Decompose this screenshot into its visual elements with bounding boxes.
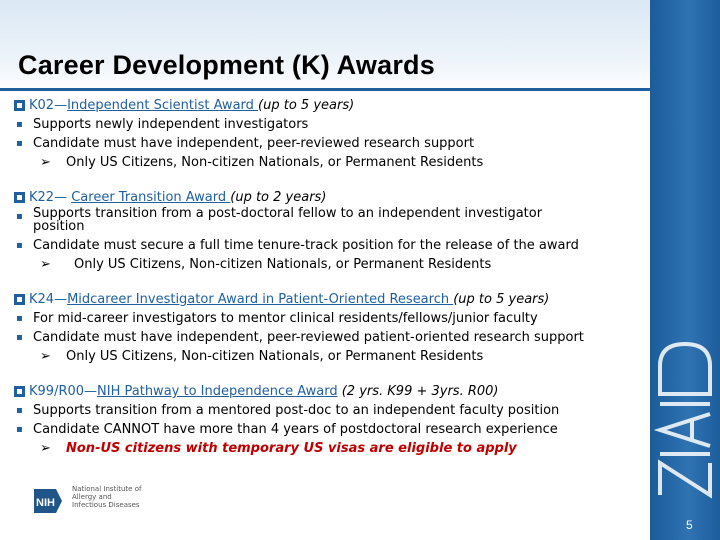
award-code: K99/R00	[29, 384, 85, 399]
eligibility-text: Only US Citizens, Non-citizen Nationals, or Permanent Residents	[74, 257, 492, 272]
bullet-item	[14, 420, 644, 439]
arrow-bullet-icon: ➢	[40, 441, 51, 456]
bullet-item	[14, 328, 644, 347]
bullet-icon: ▪	[16, 313, 23, 324]
award-item	[14, 188, 644, 274]
award-code: K02	[29, 98, 55, 113]
bullet-text: Candidate CANNOT have more than 4 years of postdoctoral research experience	[33, 422, 558, 437]
bullet-text: Supports transition from a post-doctoral fellow to an independent investigator position	[33, 206, 543, 234]
award-heading	[14, 188, 644, 207]
checkbox-bullet-icon	[14, 100, 25, 111]
bullet-item	[14, 236, 644, 255]
award-link[interactable]: Midcareer Investigator Award in Patient-Oriented Research	[67, 292, 454, 307]
checkbox-bullet-icon	[14, 294, 25, 305]
title-divider	[0, 88, 650, 91]
award-code: K24	[29, 292, 55, 307]
checkbox-bullet-icon	[14, 386, 25, 397]
award-separator: —	[54, 98, 68, 113]
award-term: (2 yrs. K99 + 3yrs. R00)	[341, 384, 499, 399]
nih-name-line: National Institute of	[72, 485, 142, 493]
arrow-bullet-icon: ➢	[40, 349, 51, 364]
bullet-text: For mid-career investigators to mentor clinical residents/fellows/junior faculty	[33, 311, 538, 326]
award-separator: —	[84, 384, 98, 399]
award-heading	[14, 96, 644, 115]
page-number: 5	[686, 518, 693, 532]
checkbox-bullet-icon	[14, 192, 25, 203]
award-term: (up to 2 years)	[230, 190, 327, 205]
bullet-icon: ▪	[16, 119, 23, 130]
bullet-icon: ▪	[16, 405, 23, 416]
nih-name-line: Infectious Diseases	[72, 501, 140, 509]
bullet-icon: ▪	[16, 240, 23, 251]
award-heading	[14, 382, 644, 401]
bullet-text: Candidate must secure a full time tenure-track position for the release of the award	[33, 238, 579, 253]
nih-logo-icon	[32, 485, 64, 517]
award-code: K22	[29, 190, 55, 205]
award-item	[14, 96, 644, 172]
bullet-item	[14, 207, 644, 236]
bullet-icon: ▪	[16, 332, 23, 343]
eligibility-text: Only US Citizens, Non-citizen Nationals, or Permanent Residents	[66, 155, 484, 170]
arrow-bullet-icon: ➢	[40, 257, 51, 272]
nih-name-line: Allergy and	[72, 493, 112, 501]
bullet-text: Candidate must have independent, peer-reviewed research support	[33, 136, 475, 151]
bullet-icon: ▪	[16, 424, 23, 435]
eligibility-item	[14, 153, 644, 172]
eligibility-item	[14, 439, 644, 458]
niaid-wordmark	[654, 330, 716, 500]
award-term: (up to 5 years)	[258, 98, 355, 113]
award-separator: —	[54, 292, 68, 307]
bullet-item	[14, 134, 644, 153]
arrow-bullet-icon: ➢	[40, 155, 51, 170]
bullet-icon: ▪	[16, 211, 23, 222]
bullet-item	[14, 115, 644, 134]
award-term: (up to 5 years)	[453, 292, 550, 307]
award-separator: —	[54, 190, 72, 205]
award-link[interactable]: NIH Pathway to Independence Award	[97, 384, 338, 399]
award-link[interactable]: Career Transition Award	[71, 190, 231, 205]
bullet-text: Candidate must have independent, peer-reviewed patient-oriented research support	[33, 330, 584, 345]
award-list	[14, 96, 644, 458]
bullet-item	[14, 401, 644, 420]
eligibility-text: Only US Citizens, Non-citizen Nationals, or Permanent Residents	[66, 349, 484, 364]
award-heading	[14, 290, 644, 309]
award-item	[14, 382, 644, 458]
eligibility-item	[14, 347, 644, 366]
bullet-item	[14, 309, 644, 328]
bullet-text: Supports transition from a mentored post-doc to an independent faculty position	[33, 403, 560, 418]
bullet-text: Supports newly independent investigators	[33, 117, 309, 132]
eligibility-text: Non-US citizens with temporary US visas are eligible to apply	[66, 441, 517, 456]
bullet-icon: ▪	[16, 138, 23, 149]
eligibility-item	[14, 255, 644, 274]
page-title: Career Development (K) Awards	[18, 50, 435, 80]
nih-logo	[32, 485, 152, 517]
nih-institute-name	[72, 485, 152, 509]
award-link[interactable]: Independent Scientist Award	[67, 98, 259, 113]
award-item	[14, 290, 644, 366]
nih-logo-abbrev: NIH	[36, 497, 55, 509]
